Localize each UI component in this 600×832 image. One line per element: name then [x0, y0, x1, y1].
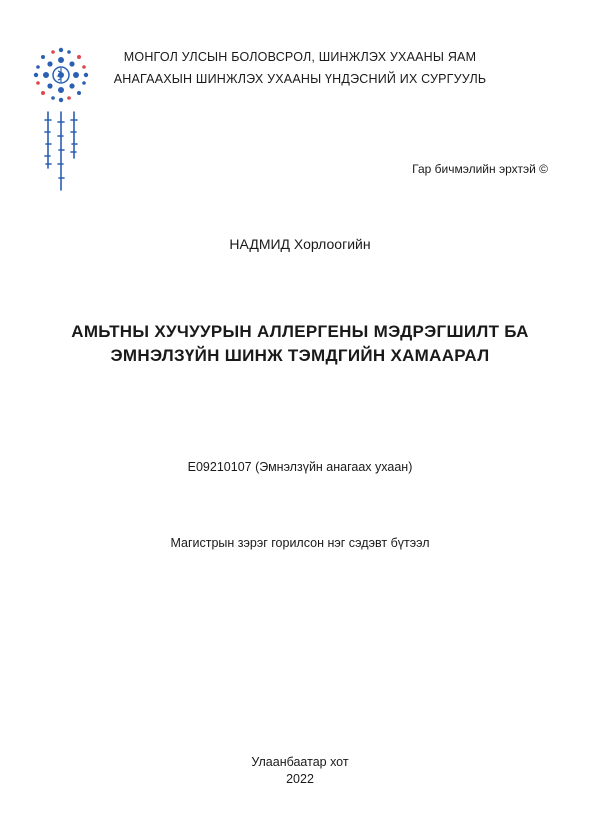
university-emblem-icon	[26, 40, 96, 200]
city: Улаанбаатар хот	[251, 755, 349, 769]
thesis-title	[0, 320, 600, 368]
ministry-name: МОНГОЛ УЛСЫН БОЛОВСРОЛ, ШИНЖЛЭХ УХААНЫ ЯАМ	[123, 50, 477, 64]
year: 2022	[286, 772, 314, 786]
specialty-code: E09210107 (Эмнэлзүйн анагаах ухаан)	[187, 460, 413, 474]
author-name: НАДМИД Хорлоогийн	[229, 236, 371, 252]
copyright-note: Гар бичмэлийн эрхтэй ©	[412, 162, 548, 176]
mongolian-script-mark	[45, 112, 77, 190]
degree-statement: Магистрын зэрэг горилсон нэг сэдэвт бүтээл	[170, 536, 430, 550]
thesis-title-line-2: ЭМНЭЛЗҮЙН ШИНЖ ТЭМДГИЙН ХАМААРАЛ	[110, 346, 490, 365]
university-name: АНАГААХЫН ШИНЖЛЭХ УХААНЫ ҮНДЭСНИЙ ИХ СУРГУУЛЬ	[113, 72, 487, 86]
thesis-title-line-1: АМЬТНЫ ХУЧУУРЫН АЛЛЕРГЕНЫ МЭДРЭГШИЛТ БА	[71, 322, 529, 341]
